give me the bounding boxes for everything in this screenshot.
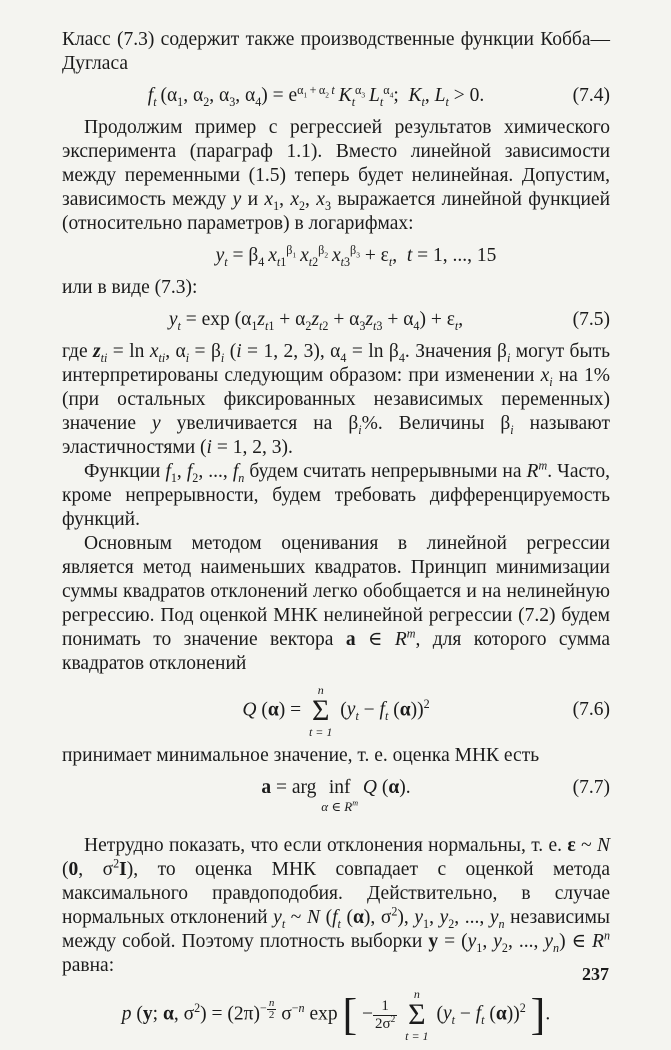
equation-7-6: Q (α) = n Σ t = 1 ($y_t - f_t$ (α))$^2$ (7.6) [242,683,610,739]
paragraph-8: Нетрудно показать, что если отклонения нормальны, т. е. ε ~ N (0, $\sigma^2I$), то оценка МНК совпадает с оценкой метода максимального правдоподобия. Действительно, в случае нормальных отклонений $y_t$ ~ N ($f_t$ (α), $\sigma^2$), $y_1$, $y_2$, ..., $y_n$ независимы между собой. Поэтому плотность выборки $y = (y_1$, $y_2$, ..., $y_n$) ∈ $R^n$ равна: [62,835,611,976]
equation-7-4: $f_t$ ($\alpha_1$, $\alpha_2$, $\alpha_3$, $\alpha_4) = e^{\alpha_1 + \alpha_2 t}$ $K_t^{\alpha_3}$ $L_t^{\alpha_4}$; $K_t$, $L_t > 0$. (7.4) [147,82,610,109]
equation-density: p (y; α, $\sigma^2) = (2\pi)^{- \frac{n}{2}}$ $\sigma^{-n}$ exp [ − $\frac{1}{2\sigma^2}$ n Σ t = 1 ($y_t - f_t$ (α))$^2$ ]. [121,987,551,1043]
paragraph-1: Класс (7.3) содержит также производственные функции Кобба—Дугласа [62,29,610,74]
paragraph-5: Функции $f_1$, $f_2$, ..., $f_n$ будем считать непрерывными на $R^m$. Часто, кроме непрерывности, будем требовать дифференцируемость функций. [62,458,611,530]
paragraph-3: или в виде (7.3): [62,277,198,298]
equation-regression: $y_t = \beta_4$ $x_{t1}^{\beta_1}$ $x_{t2}^{\beta_2}$ $x_{t3}^{\beta_3} + \varepsilon_t$, t = 1, ..., 15 [215,242,497,269]
paragraph-7: принимает минимальное значение, т. е. оценка МНК есть [62,745,540,766]
equation-number: (7.7) [572,777,610,798]
page-number: 237 [582,964,609,984]
page-content [62,28,610,1050]
equation-7-7: a = arg inf α ∈ $R^m$ Q (α). (7.7) [261,777,610,814]
paragraph-4: где $z_{ti} = \ln x_{ti}$, $\alpha_i = \beta_i$ (i = 1, 2, 3), $\alpha_4 = \ln \beta_4$. Значения $\beta_i$ могут быть интерпретированы следующим образом: при изменении $x_i$ на 1% (при остальных фиксированных независимых переменных) значение y увеличивается на $\beta_i\%$. Величины $\beta_i$ называют эластичностями (i = 1, 2, 3). [62,341,610,458]
equation-number: (7.6) [572,699,610,720]
paragraph-2: Продолжим пример с регрессией результатов химического эксперимента (параграф 1.1). Вместо линейной зависимости между переменными (1.5) теперь будет нелинейная. Допустим, зависимость между y и $x_1$, $x_2$, $x_3$ выражается линейной функцией (относительно параметров) в логарифмах: [62,117,611,234]
equation-number: (7.5) [572,309,610,330]
paragraph-6: Основным методом оценивания в линейной регрессии является метод наименьших квадратов. Принцип минимизации суммы квадратов отклонений легко обобщается и на нелинейную регрессию. Под оценкой МНК нелинейной регрессии (7.2) будем понимать то значение вектора a ∈ $R^m$, для которого сумма квадратов отклонений [62,533,611,674]
equation-number: (7.4) [572,85,610,106]
equation-7-5: $y_t = \exp (\alpha_1z_{t1} + \alpha_2z_{t2} + \alpha_3z_{t3} + \alpha_4) + \varepsilon_t$, (7.5) [168,309,610,333]
